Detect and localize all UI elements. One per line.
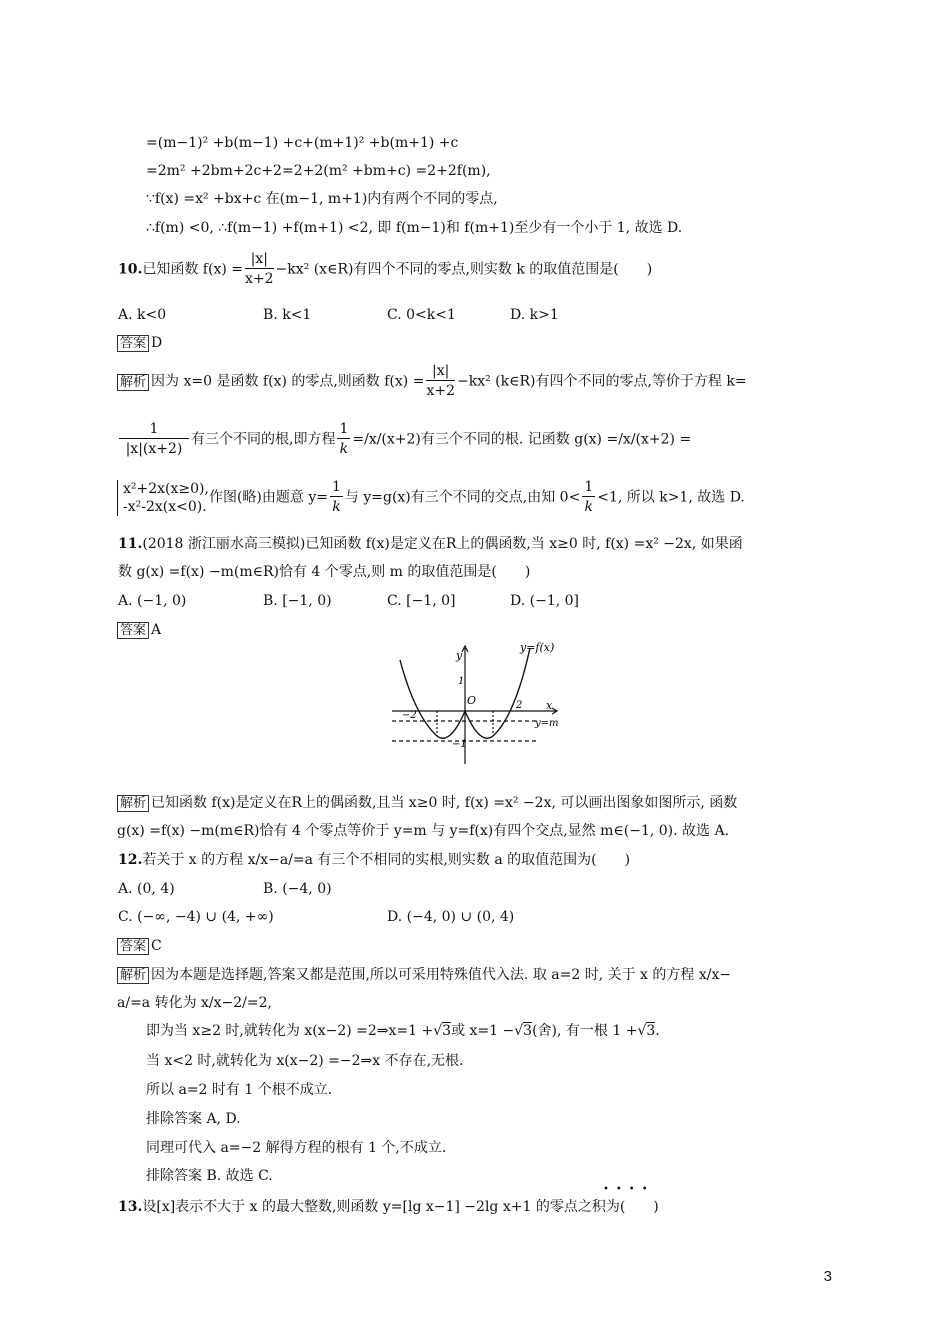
option-a: A. (0, 4): [118, 881, 175, 897]
solution-text: 作图(略)由题意 y=: [208, 489, 328, 506]
solution-line-2: a/=a 转化为 x/x−2/=2,: [117, 995, 272, 1011]
numerator: |x|: [426, 362, 455, 381]
tick-label-y-minus-1: −1: [452, 739, 467, 750]
solution-text: 因为 x=0 是函数 f(x) 的零点,则函数 f(x) =: [151, 373, 425, 390]
solution-line-3: [146, 1021, 660, 1041]
carry-line-3: ∵f(x) =x² +bx+c 在(m−1, m+1)内有两个不同的零点,: [146, 191, 498, 207]
question-13: [118, 1197, 659, 1217]
curve-label: y=f(x): [520, 641, 555, 654]
solution-tag: 解析: [117, 967, 149, 984]
question-11: [118, 534, 743, 554]
fraction: [245, 250, 274, 289]
solution-text: 即为当 x≥2 时,就转化为 x(x−2) =2⇒x=1 +: [146, 1023, 434, 1039]
emphasis-dots: ••••: [603, 1184, 655, 1195]
solution-text: 因为本题是选择题,答案又都是范围,所以可采用特殊值代入法. 取 a=2 时, 关于 x 的方程 x/x−: [151, 967, 732, 983]
numerator: 1: [584, 479, 594, 495]
answer-value: A: [151, 622, 162, 638]
solution-text: <1, 所以 k>1, 故选 D.: [597, 489, 745, 506]
solution-line-5: 所以 a=2 时有 1 个根不成立.: [146, 1082, 333, 1098]
case-2: -x²-2x(x<0).: [123, 498, 207, 515]
sqrt-symbol: √3: [514, 1023, 533, 1039]
answer-line: [117, 620, 161, 641]
carry-line-1: =(m−1)² +b(m−1) +c+(m+1)² +b(m+1) +c: [146, 135, 459, 151]
numerator: |x|: [245, 250, 274, 269]
answer-line: [117, 936, 162, 957]
solution-line-2: [117, 420, 691, 459]
option-d: D. (−1, 0]: [510, 593, 579, 609]
solution-text: 已知函数 f(x)是定义在R上的偶函数,且当 x≥0 时, f(x) =x² −2x, 可以画出图象如图所示, 函数: [151, 795, 738, 811]
solution-text: .: [655, 1023, 660, 1039]
solution-line-1: [117, 793, 737, 814]
denominator: x+2: [426, 383, 455, 399]
q11-stem: (2018 浙江丽水高三模拟)已知函数 f(x)是定义在R上的偶函数,当 x≥0 时, f(x) =x² −2x, 如果函: [142, 536, 743, 552]
solution-line-1: [117, 965, 731, 986]
q10-stem-pre: 已知函数 f(x) =: [142, 261, 243, 278]
fraction: [337, 420, 350, 459]
tick-label-x2: 2: [516, 700, 523, 711]
y-axis-label: y: [456, 649, 463, 662]
q10-stem-post: −kx² (x∈R)有四个不同的零点,则实数 k 的取值范围是( ): [275, 261, 653, 278]
answer-value: D: [151, 335, 163, 351]
question-number: 13.: [118, 1199, 143, 1215]
solution-line-6: 排除答案 A, D.: [146, 1111, 241, 1127]
denominator: k: [332, 499, 341, 515]
solution-text: −kx² (k∈R)有四个不同的零点,等价于方程 k=: [456, 373, 747, 390]
radicand: 3: [646, 1023, 656, 1039]
denominator: k: [584, 499, 594, 515]
fraction: [119, 420, 189, 459]
fraction: [582, 478, 595, 517]
option-d: D. k>1: [510, 307, 559, 323]
carry-line-2: =2m² +2bm+2c+2=2+2(m² +bm+c) =2+2f(m),: [146, 163, 491, 179]
question-number: 10.: [118, 261, 143, 278]
x-axis-label: x: [546, 699, 553, 712]
numerator: 1: [339, 421, 349, 437]
option-b: B. [−1, 0): [263, 593, 332, 609]
question-number: 12.: [118, 852, 143, 868]
numerator: 1: [119, 420, 189, 439]
q11-stem-line-2: 数 g(x) =f(x) −m(m∈R)恰有 4 个零点,则 m 的取值范围是( ): [118, 564, 531, 580]
sqrt-symbol: √3: [637, 1023, 656, 1039]
solution-tag: 解析: [117, 374, 149, 391]
fraction: [330, 478, 343, 517]
fraction: [426, 362, 455, 401]
sqrt-symbol: √3: [433, 1023, 452, 1039]
solution-line-8: 排除答案 B. 故选 C.: [146, 1168, 273, 1184]
option-a: A. (−1, 0): [118, 593, 187, 609]
answer-line: [117, 333, 162, 354]
solution-text: 有三个不同的根,即方程: [191, 431, 336, 448]
question-12: [118, 850, 630, 870]
option-c: C. [−1, 0]: [387, 593, 456, 609]
function-graph: [388, 640, 563, 765]
option-b: B. k<1: [263, 307, 312, 323]
option-c: C. 0<k<1: [387, 307, 456, 323]
option-a: A. k<0: [118, 307, 167, 323]
carry-line-4: ∴f(m) <0, ∴f(m−1) +f(m+1) <2, 即 f(m−1)和 f(m+1)至少有一个小于 1, 故选 D.: [146, 220, 683, 236]
solution-line-2: g(x) =f(x) −m(m∈R)恰有 4 个零点等价于 y=m 与 y=f(x)有四个交点,显然 m∈(−1, 0). 故选 A.: [117, 823, 730, 839]
case-1: x²+2x(x≥0),: [123, 480, 209, 497]
answer-tag: 答案: [117, 335, 149, 352]
origin-label: O: [467, 694, 477, 707]
tick-label-y1: 1: [458, 676, 465, 687]
tick-label-x-minus-2: −2: [402, 710, 417, 721]
solution-text: =/x/(x+2)有三个不同的根. 记函数 g(x) =/x/(x+2) =: [352, 431, 692, 448]
solution-text: 与 y=g(x)有三个不同的交点,由知 0<: [344, 489, 581, 506]
denominator: k: [339, 441, 349, 457]
answer-tag: 答案: [117, 938, 149, 955]
answer-tag: 答案: [117, 622, 149, 639]
solution-line-7: 同理可代入 a=−2 解得方程的根有 1 个,不成立.: [146, 1140, 447, 1156]
q12-stem: 若关于 x 的方程 x/x−a/=a 有三个不相同的实根,则实数 a 的取值范围为( ): [142, 852, 631, 868]
question-10: [118, 250, 652, 289]
radicand: 3: [442, 1023, 452, 1039]
solution-line-4: 当 x<2 时,就转化为 x(x−2) =−2⇒x 不存在,无根.: [146, 1053, 464, 1069]
solution-tag: 解析: [117, 795, 149, 812]
answer-value: C: [151, 938, 162, 954]
page-number: 3: [823, 1268, 832, 1285]
solution-line-3: [117, 478, 745, 517]
q13-stem: 设[x]表示不大于 x 的最大整数,则函数 y=[lg x−1] −2lg x+1 的零点之积为( ): [142, 1199, 659, 1215]
solution-text: (舍), 有一根 1 +: [532, 1023, 638, 1039]
line-label-y-m: y=m: [535, 718, 559, 729]
denominator: |x|(x+2): [125, 441, 183, 457]
question-number: 11.: [118, 536, 143, 552]
option-b: B. (−4, 0): [263, 881, 332, 897]
option-d: D. (−4, 0) ∪ (0, 4): [387, 909, 515, 925]
piecewise-brace: [117, 480, 209, 516]
option-c: C. (−∞, −4) ∪ (4, +∞): [118, 909, 274, 925]
radicand: 3: [523, 1023, 533, 1039]
numerator: 1: [331, 479, 341, 495]
solution-text: 或 x=1 −: [451, 1023, 515, 1039]
solution-line-1: [117, 362, 747, 401]
denominator: x+2: [245, 271, 274, 287]
